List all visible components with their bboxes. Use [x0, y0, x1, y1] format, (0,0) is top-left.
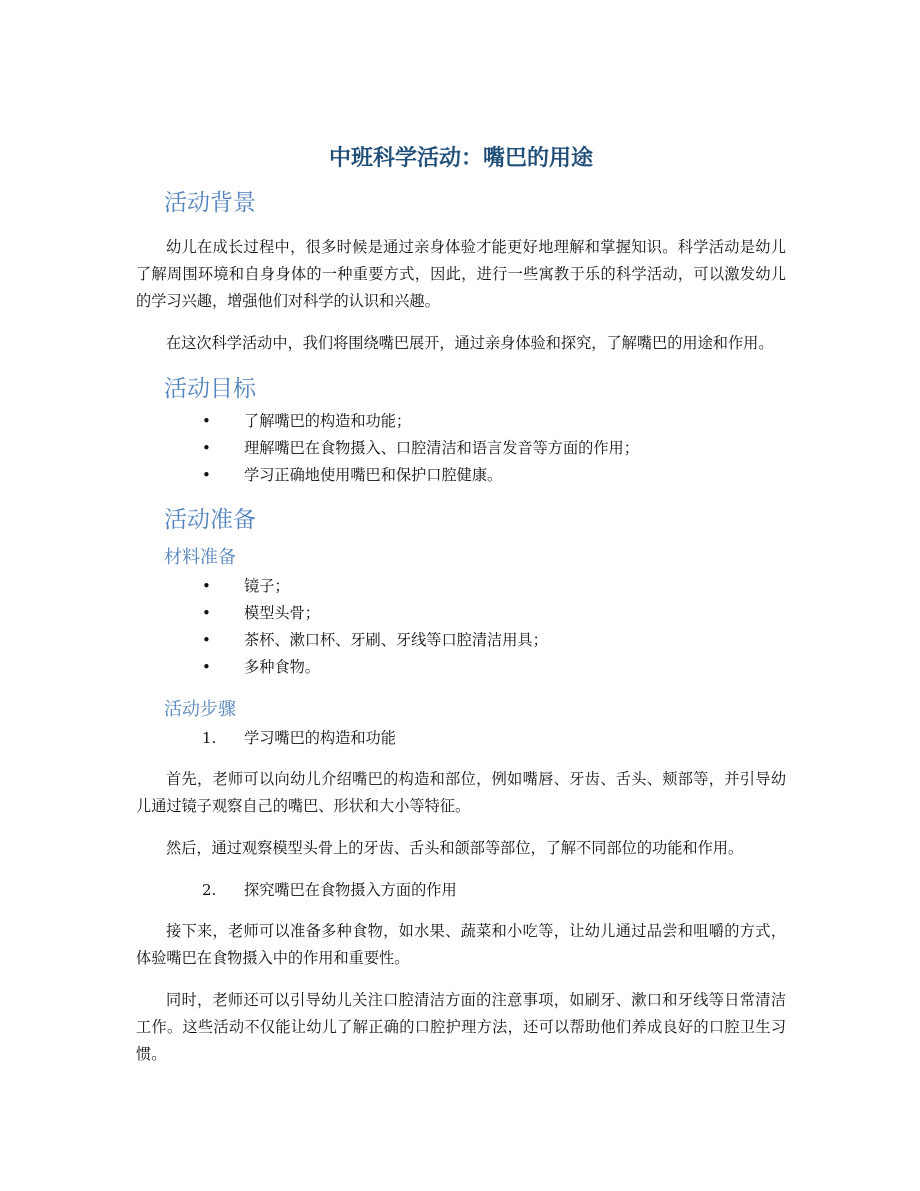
material-text: 镜子；: [244, 577, 290, 595]
step-number: 1.: [202, 729, 217, 747]
list-item: [136, 573, 786, 600]
goal-text: 了解嘴巴的构造和功能；: [244, 412, 412, 430]
background-paragraph-1: 幼儿在成长过程中，很多时候是通过亲身体验才能更好地理解和掌握知识。科学活动是幼儿了解周围环境和自身身体的一种重要方式，因此，进行一些寓教于乐的科学活动，可以激发幼儿的学习兴趣，增强他们对科学的认识和兴趣。: [136, 238, 786, 310]
background-paragraph-2: 在这次科学活动中，我们将围绕嘴巴展开，通过亲身体验和探究，了解嘴巴的用途和作用。: [166, 334, 774, 352]
step-item: [136, 725, 786, 752]
bullet-icon: •: [202, 577, 211, 595]
heading-background: 活动背景: [164, 190, 256, 216]
heading-prep: 活动准备: [164, 507, 256, 533]
page-title: 中班科学活动：嘴巴的用途: [328, 146, 593, 171]
bullet-icon: •: [202, 466, 211, 484]
heading-goals: 活动目标: [164, 376, 256, 402]
bullet-icon: •: [202, 412, 211, 430]
document-page: [136, 142, 786, 1083]
materials-list: [136, 573, 786, 681]
list-item: [136, 462, 786, 489]
step-item: [136, 877, 786, 904]
step2-paragraph-2: 同时，老师还可以引导幼儿关注口腔清洁方面的注意事项，如刷牙、漱口和牙线等日常清洁工作。这些活动不仅能让幼儿了解正确的口腔护理方法，还可以帮助他们养成良好的口腔卫生习惯。: [136, 991, 786, 1063]
list-item: [136, 654, 786, 681]
steps-list-1: [136, 725, 786, 752]
list-item: [136, 435, 786, 462]
material-text: 模型头骨；: [244, 604, 320, 622]
step-title: 学习嘴巴的构造和功能: [244, 729, 396, 747]
material-text: 多种食物。: [244, 658, 320, 676]
goals-list: [136, 408, 786, 489]
heading-steps: 活动步骤: [164, 699, 236, 720]
bullet-icon: •: [202, 631, 211, 649]
heading-materials: 材料准备: [164, 547, 236, 568]
steps-list-2: [136, 877, 786, 904]
bullet-icon: •: [202, 439, 211, 457]
list-item: [136, 408, 786, 435]
step-number: 2.: [202, 881, 217, 899]
list-item: [136, 627, 786, 654]
list-item: [136, 600, 786, 627]
bullet-icon: •: [202, 658, 211, 676]
step-title: 探究嘴巴在食物摄入方面的作用: [244, 881, 457, 899]
material-text: 茶杯、漱口杯、牙刷、牙线等口腔清洁用具；: [244, 631, 548, 649]
goal-text: 理解嘴巴在食物摄入、口腔清洁和语言发音等方面的作用；: [244, 439, 639, 457]
step1-paragraph-1: 首先，老师可以向幼儿介绍嘴巴的构造和部位，例如嘴唇、牙齿、舌头、颊部等，并引导幼儿通过镜子观察自己的嘴巴、形状和大小等特征。: [136, 770, 786, 815]
step2-paragraph-1: 接下来，老师可以准备多种食物，如水果、蔬菜和小吃等，让幼儿通过品尝和咀嚼的方式，体验嘴巴在食物摄入中的作用和重要性。: [136, 922, 786, 967]
goal-text: 学习正确地使用嘴巴和保护口腔健康。: [244, 466, 503, 484]
bullet-icon: •: [202, 604, 211, 622]
step1-paragraph-2: 然后，通过观察模型头骨上的牙齿、舌头和颌部等部位，了解不同部位的功能和作用。: [166, 839, 744, 857]
